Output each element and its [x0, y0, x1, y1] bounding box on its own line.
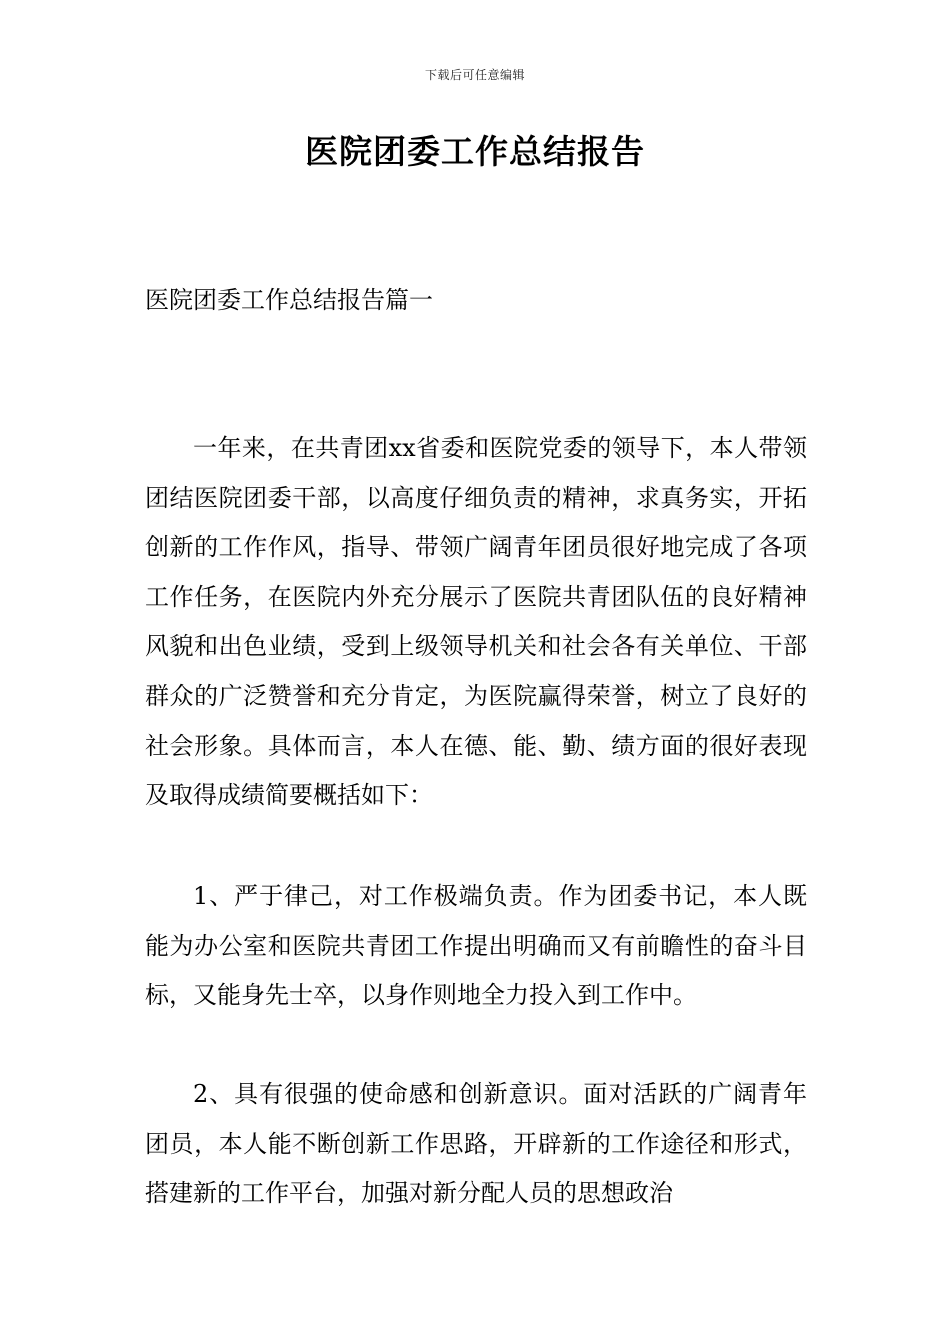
body-paragraph: 1、严于律己，对工作极端负责。作为团委书记，本人既能为办公室和医院共青团工作提出明确而又有前瞻性的奋斗目标，又能身先士卒，以身作则地全力投入到工作中。 — [145, 882, 807, 1010]
document-title: 医院团委工作总结报告 — [305, 132, 645, 171]
body-paragraph: 2、具有很强的使命感和创新意识。面对活跃的广阔青年团员，本人能不断创新工作思路，开辟新的工作途径和形式，搭建新的工作平台，加强对新分配人员的思想政治 — [145, 1080, 807, 1208]
section-heading: 医院团委工作总结报告篇一 — [145, 286, 433, 314]
body-paragraph: 一年来，在共青团xx省委和医院党委的领导下，本人带领团结医院团委干部，以高度仔细负责的精神，求真务实，开拓创新的工作作风，指导、带领广阔青年团员很好地完成了各项工作任务，在医院内外充分展示了医院共青团队伍的良好精神风貌和出色业绩，受到上级领导机关和社会各有关单位、干部群众的广泛赞誉和充分肯定，为医院赢得荣誉，树立了良好的社会形象。具体而言，本人在德、能、勤、绩方面的很好表现及取得成绩简要概括如下： — [145, 434, 807, 810]
download-note: 下载后可任意编辑 — [424, 68, 525, 82]
